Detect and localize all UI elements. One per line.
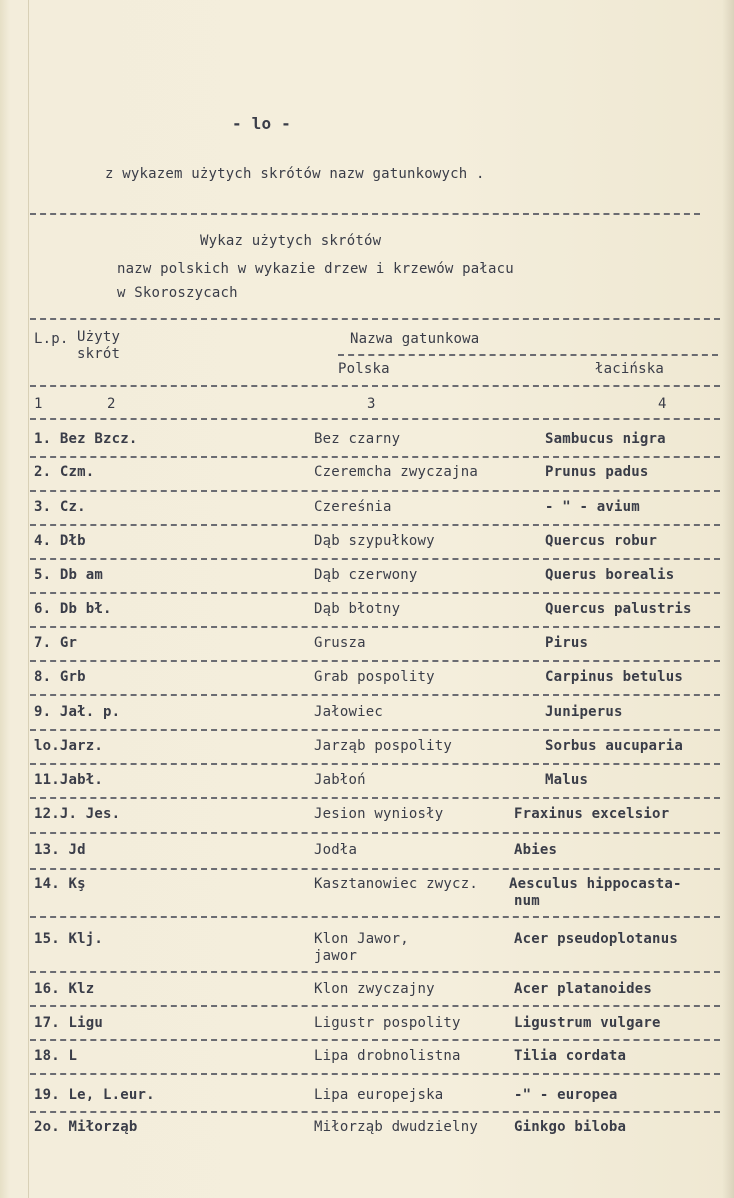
row-latin-continued: num (514, 893, 540, 909)
row-abbr: 8. Grb (34, 669, 86, 685)
row-rule (30, 729, 720, 731)
header-rule (30, 385, 720, 387)
row-latin: Sambucus nigra (545, 431, 666, 447)
heading-line-2: nazw polskich w wykazie drzew i krzewów pałacu (117, 261, 514, 277)
row-rule (30, 558, 720, 560)
row-abbr: 12.J. Jes. (34, 806, 121, 822)
page-number: - lo - (232, 114, 291, 133)
row-polish: Jodła (314, 842, 358, 858)
row-polish: Czereśnia (314, 499, 392, 515)
col-num-3: 3 (367, 396, 376, 412)
row-latin: Abies (514, 842, 558, 858)
col-num-4: 4 (658, 396, 667, 412)
row-rule (30, 524, 720, 526)
row-latin: Acer platanoides (514, 981, 653, 997)
row-latin: Juniperus (545, 704, 623, 720)
row-abbr: 2. Czm. (34, 464, 95, 480)
row-rule (30, 660, 720, 662)
row-abbr: 18. L (34, 1048, 78, 1064)
row-latin: - " - avium (545, 499, 640, 515)
row-abbr: 6. Db bł. (34, 601, 112, 617)
row-rule (30, 626, 720, 628)
col-num-1: 1 (34, 396, 43, 412)
row-rule (30, 797, 720, 799)
page-edge (28, 0, 29, 1198)
row-rule (30, 592, 720, 594)
row-rule (30, 1111, 720, 1113)
row-abbr: 4. Dłb (34, 533, 86, 549)
row-polish: Jarząb pospolity (314, 738, 453, 754)
row-polish: Bez czarny (314, 431, 401, 447)
header-lp: L.p. (34, 331, 69, 347)
header-nazwa: Nazwa gatunkowa (350, 331, 480, 347)
heading-line-3: w Skoroszycach (117, 285, 238, 301)
row-rule (30, 763, 720, 765)
row-abbr: 9. Jał. p. (34, 704, 121, 720)
row-latin: Acer pseudoplotanus (514, 931, 678, 947)
row-rule (30, 1005, 720, 1007)
row-latin: Pirus (545, 635, 589, 651)
row-polish: Dąb błotny (314, 601, 401, 617)
row-latin: Querus borealis (545, 567, 675, 583)
row-latin: Quercus palustris (545, 601, 692, 617)
col-num-2: 2 (107, 396, 116, 412)
row-rule (30, 971, 720, 973)
row-abbr: 5. Db am (34, 567, 104, 583)
row-abbr: 13. Jd (34, 842, 86, 858)
row-polish: Czeremcha zwyczajna (314, 464, 478, 480)
row-latin: Sorbus aucuparia (545, 738, 684, 754)
row-latin: Quercus robur (545, 533, 658, 549)
row-rule (30, 490, 720, 492)
header-sub-rule (338, 354, 718, 356)
row-abbr: 7. Gr (34, 635, 78, 651)
row-latin: Fraxinus excelsior (514, 806, 670, 822)
row-polish: Jałowiec (314, 704, 384, 720)
row-polish: Dąb szypułkowy (314, 533, 435, 549)
row-rule (30, 1039, 720, 1041)
row-polish: Dąb czerwony (314, 567, 418, 583)
intro-line: z wykazem użytych skrótów nazw gatunkowych . (105, 166, 485, 182)
row-latin: Ligustrum vulgare (514, 1015, 661, 1031)
row-rule (30, 1073, 720, 1075)
row-polish: Grab pospolity (314, 669, 435, 685)
row-abbr: 3. Cz. (34, 499, 86, 515)
row-polish: Jesion wyniosły (314, 806, 444, 822)
separator (30, 213, 700, 215)
row-abbr: 16. Klz (34, 981, 95, 997)
row-latin: -" - europea (514, 1087, 618, 1103)
row-rule (30, 832, 720, 834)
row-latin: Ginkgo biloba (514, 1119, 627, 1135)
row-polish-continued: jawor (314, 948, 358, 964)
row-latin: Malus (545, 772, 589, 788)
row-abbr: 15. Klj. (34, 931, 104, 947)
row-polish: Miłorząb dwudzielny (314, 1119, 478, 1135)
row-abbr: 1. Bez Bzcz. (34, 431, 138, 447)
row-polish: Klon zwyczajny (314, 981, 435, 997)
row-polish: Jabłoń (314, 772, 366, 788)
heading-line-1: Wykaz użytych skrótów (200, 233, 382, 249)
row-polish: Klon Jawor, (314, 931, 409, 947)
row-latin: Carpinus betulus (545, 669, 684, 685)
page-shadow (722, 0, 734, 1198)
row-polish: Lipa drobnolistna (314, 1048, 461, 1064)
row-polish: Lipa europejska (314, 1087, 444, 1103)
row-polish: Ligustr pospolity (314, 1015, 461, 1031)
row-rule (30, 456, 720, 458)
row-abbr: 11.Jabł. (34, 772, 104, 788)
row-abbr: 19. Le, L.eur. (34, 1087, 155, 1103)
row-latin: Tilia cordata (514, 1048, 627, 1064)
header-lacinska: łacińska (595, 361, 665, 377)
row-rule (30, 916, 720, 918)
header-skrot-1: Użyty (77, 329, 121, 345)
row-rule (30, 868, 720, 870)
row-abbr: 2o. Miłorząb (34, 1119, 138, 1135)
row-latin: Aesculus hippocasta- (509, 876, 682, 892)
table-body-top-rule (30, 418, 720, 420)
header-polska: Polska (338, 361, 390, 377)
row-abbr: 17. Ligu (34, 1015, 104, 1031)
table-top-rule (30, 318, 720, 320)
row-polish: Grusza (314, 635, 366, 651)
row-rule (30, 694, 720, 696)
row-abbr: 14. Kş (34, 876, 86, 892)
row-abbr: lo.Jarz. (34, 738, 104, 754)
row-latin: Prunus padus (545, 464, 649, 480)
row-polish: Kasztanowiec zwycz. (314, 876, 478, 892)
header-skrot-2: skrót (77, 346, 121, 362)
